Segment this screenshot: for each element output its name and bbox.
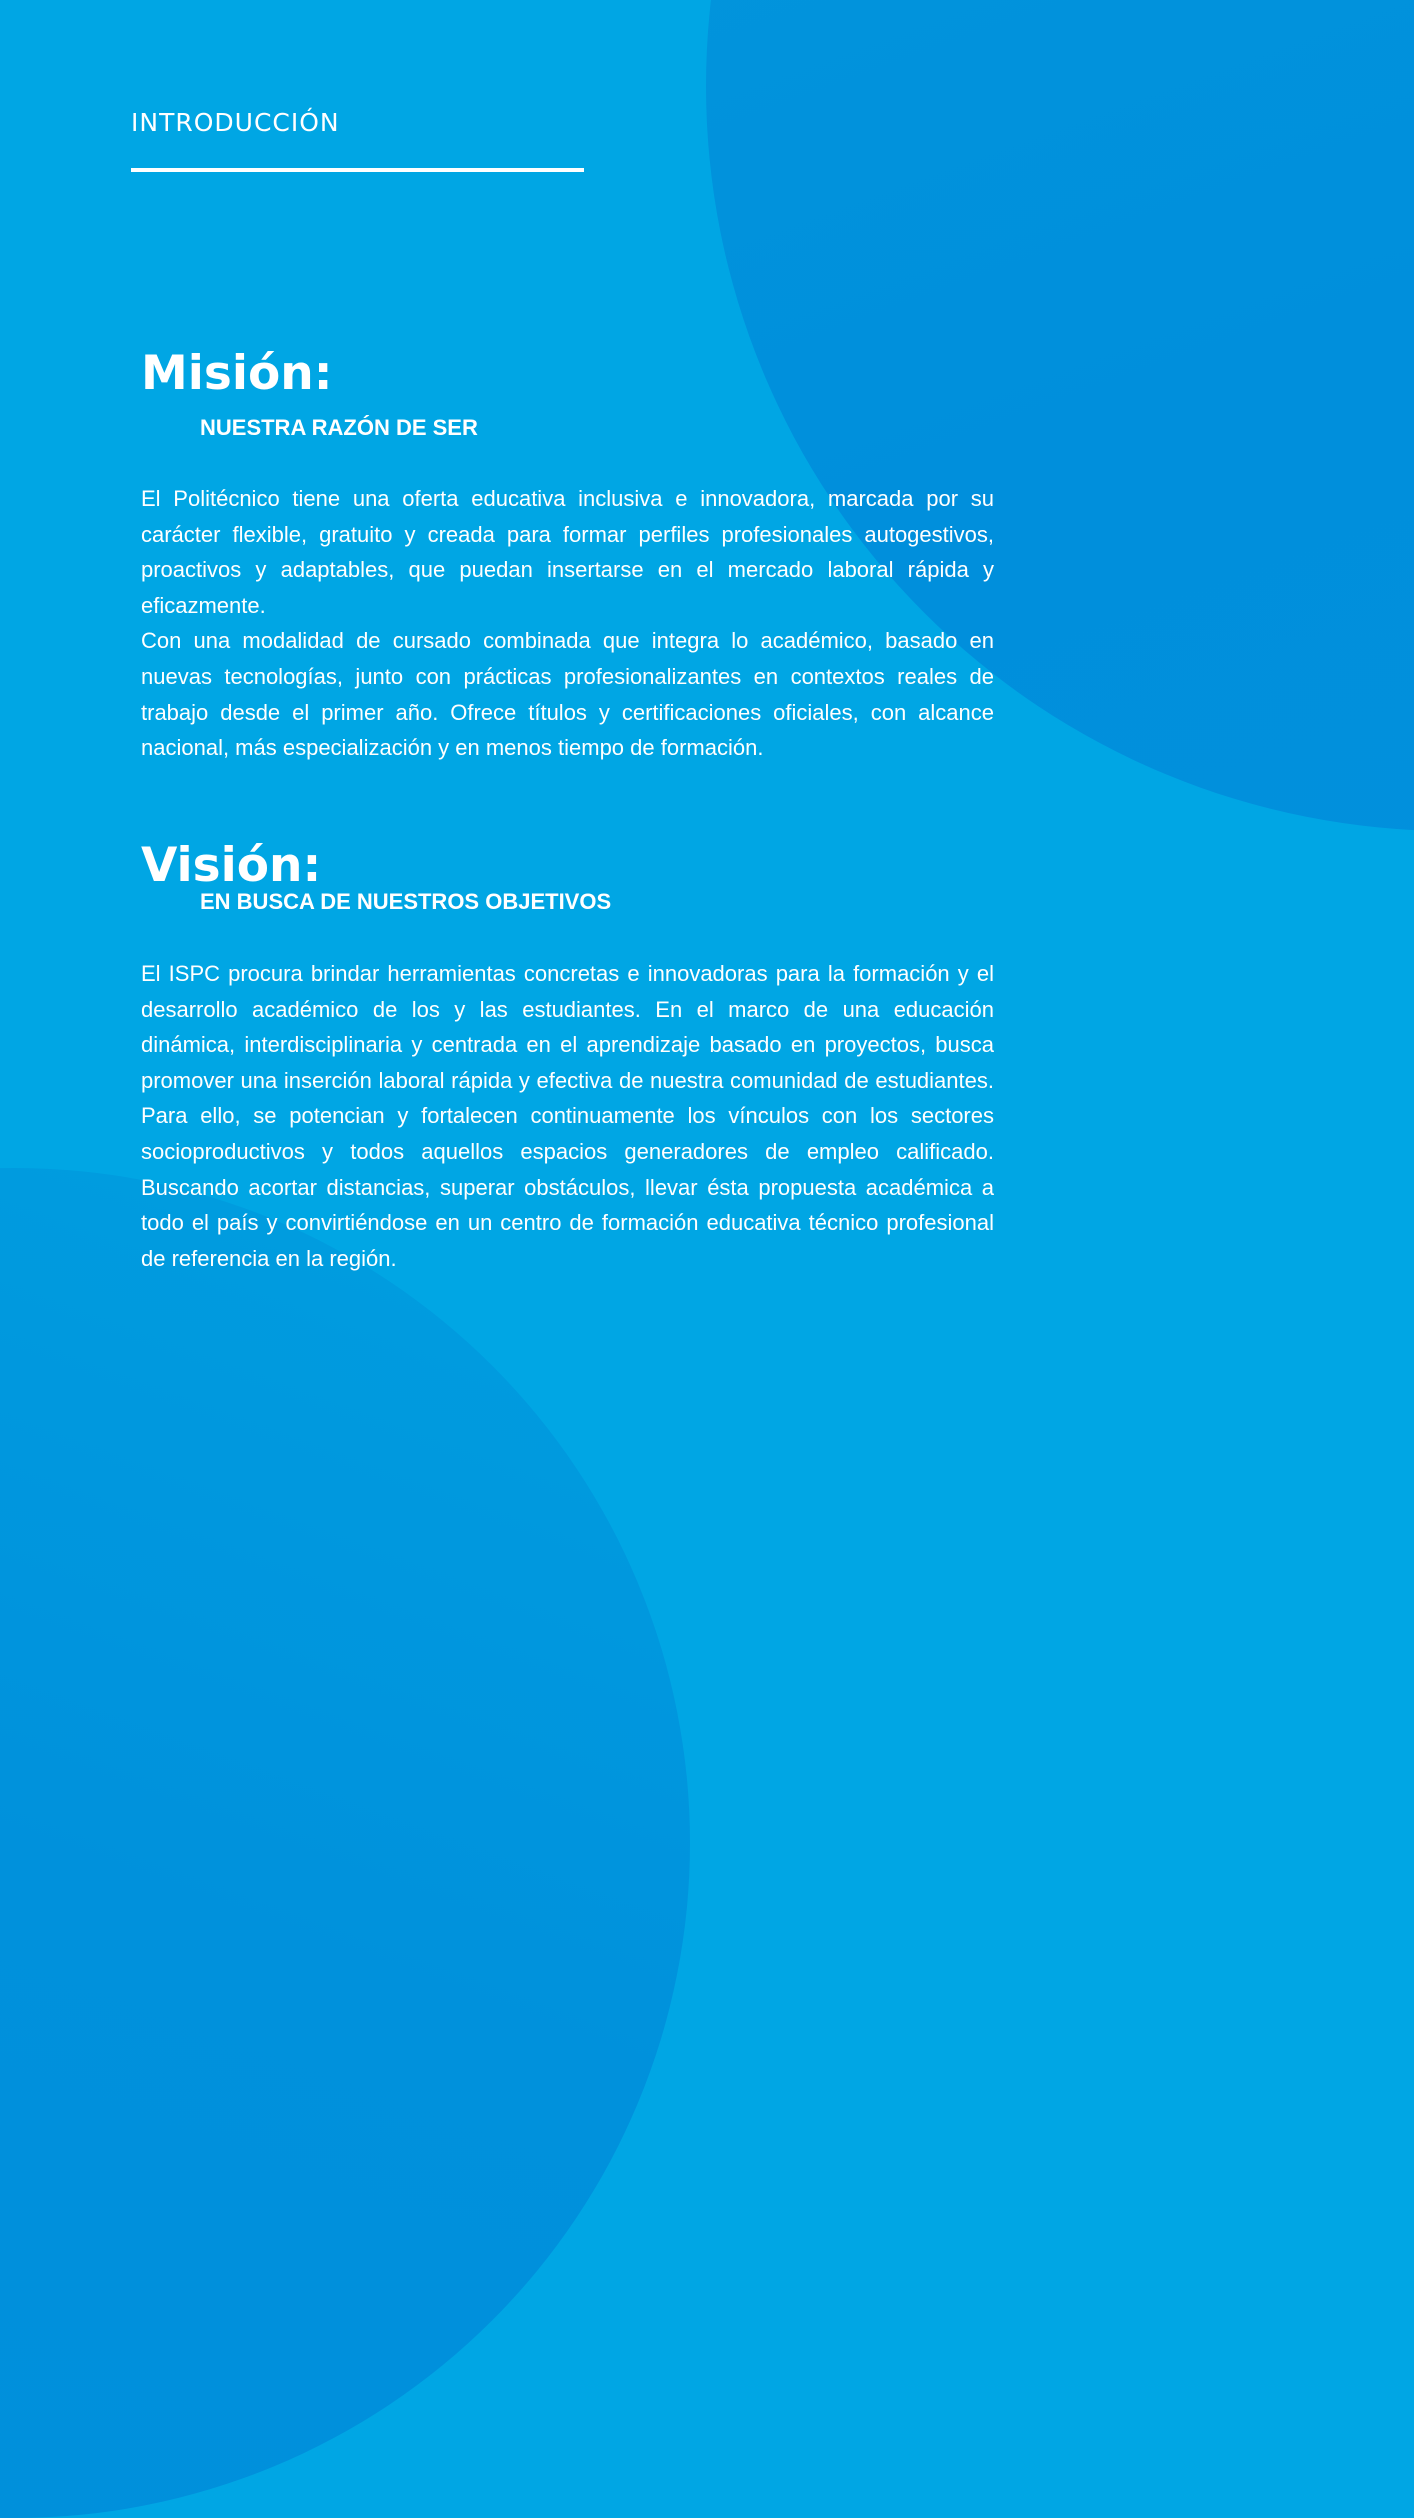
section-label-underline: [131, 168, 584, 172]
mission-heading: Misión:: [141, 346, 333, 401]
section-label: INTRODUCCIÓN: [131, 108, 340, 137]
vision-paragraph-1: El ISPC procura brindar herramientas concretas e innovadoras para la formación y el desarrollo académico de los y las estudiantes. En el marco de una educación dinámica, interdisciplinaria y centrada en el aprendizaje basado en proyectos, busca promover una inserción laboral rápida y efectiva de nuestra comunidad de estudiantes. Para ello, se potencian y fortalecen continuamente los vínculos con los sectores socioproductivos y todos aquellos espacios generadores de empleo calificado. Buscando acortar distancias, superar obstáculos, llevar ésta propuesta académica a todo el país y convirtiéndose en un centro de formación educativa técnico profesional de referencia en la región.: [141, 961, 994, 1271]
mission-paragraph-2: Con una modalidad de cursado combinada que integra lo académico, basado en nuevas tecnologías, junto con prácticas profesionalizantes en contextos reales de trabajo desde el primer año. Ofrece títulos y certificaciones oficiales, con alcance nacional, más especialización y en menos tiempo de formación.: [141, 628, 994, 761]
vision-subheading: EN BUSCA DE NUESTROS OBJETIVOS: [200, 889, 612, 914]
vision-heading: Visión:: [141, 838, 322, 893]
background-circle-bottom: [0, 1168, 690, 2518]
vision-body: [141, 956, 994, 1276]
mission-paragraph-1: El Politécnico tiene una oferta educativa inclusiva e innovadora, marcada por su carácter flexible, gratuito y creada para formar perfiles profesionales autogestivos, proactivos y adaptables, que puedan insertarse en el mercado laboral rápida y eficazmente.: [141, 486, 994, 618]
mission-body: [141, 481, 994, 766]
mission-subheading: NUESTRA RAZÓN DE SER: [200, 415, 478, 440]
